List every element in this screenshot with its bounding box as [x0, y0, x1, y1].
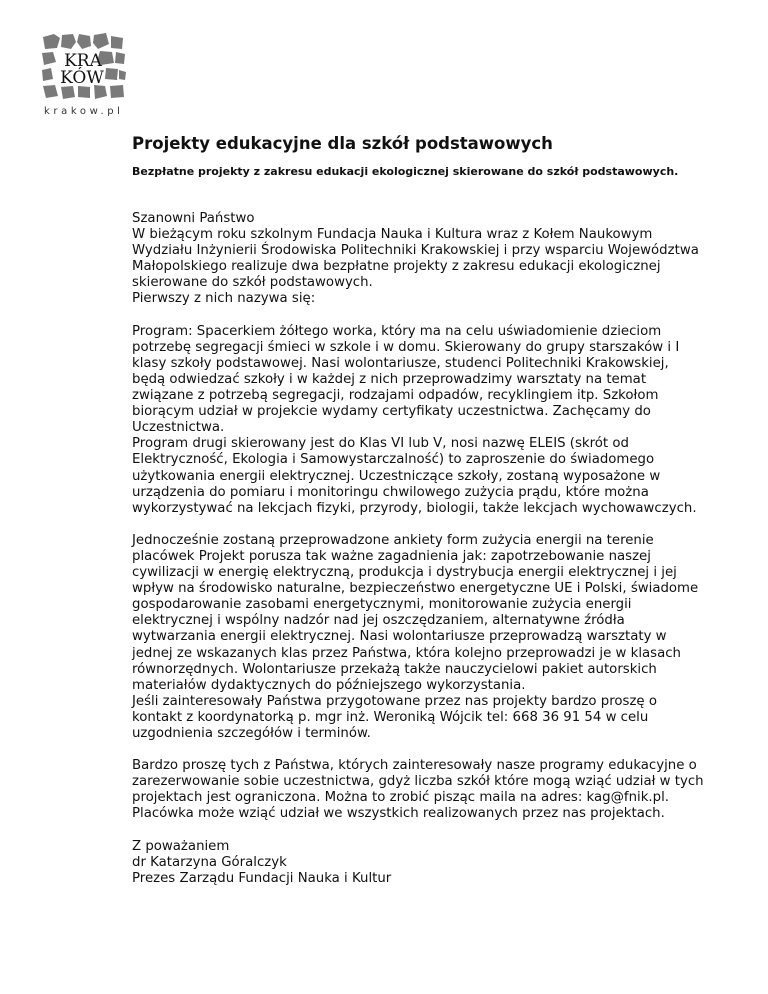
document-title: Projekty edukacyjne dla szkół podstawowych	[132, 134, 553, 153]
text-line: związane z potrzebą segregacji, rodzajami odpadów, recyklingiem itp. Szkołom	[132, 388, 659, 404]
text-line: Program: Spacerkiem żółtego worka, który ma na celu uświadomienie dzieciom	[132, 323, 662, 339]
paragraph-spacer	[132, 742, 747, 758]
text-line: kontakt z koordynatorką p. mgr inż. Weroniką Wójcik tel: 668 36 91 54 w celu	[132, 709, 649, 725]
paragraph-spacer	[132, 517, 747, 533]
text-line: biorącym udział w projekcie wydamy certyfikaty uczestnictwa. Zachęcamy do	[132, 404, 651, 420]
text-line: gospodarowanie zasobami energetycznymi, monitorowanie zużycia energii	[132, 597, 632, 613]
text-line: skierowane do szkół podstawowych.	[132, 275, 373, 291]
paragraph-spacer	[132, 823, 747, 839]
text-line: uzgodnienia szczegółów i terminów.	[132, 726, 371, 741]
krakow-logo-mark	[40, 30, 126, 108]
text-line: klasy szkoły podstawowej. Nasi wolontariusze, studenci Politechniki Krakowskiej,	[132, 355, 669, 371]
text-line: Jeśli zainteresowały Państwa przygotowane przez nas projekty bardzo proszę o	[132, 693, 657, 709]
paragraph-4	[132, 758, 747, 822]
text-line: Uczestnictwa.	[132, 420, 225, 436]
text-line: równorzędnych. Wolontariusze przekażą także nauczycielowi pakiet autorskich	[132, 661, 657, 677]
text-line: wpływ na środowisko naturalne, bezpieczeństwo energetyczne UE i Polski, świadome	[132, 581, 699, 597]
logo-text-line2: KÓW	[60, 68, 104, 88]
text-line: projektach jest ograniczona. Można to zrobić pisząc maila na adres: kag@fnik.pl.	[132, 790, 670, 806]
text-line: Z poważaniem	[132, 838, 230, 854]
text-line: wytwarzania energii elektrycznej. Nasi wolontariusze przeprowadzą warsztaty w	[132, 629, 667, 645]
text-line: elektrycznej i wspólny nadzór nad jej oszczędzaniem, alternatywne źródła	[132, 613, 625, 629]
text-line: Placówka może wziąć udział we wszystkich realizowanych przez nas projektach.	[132, 806, 665, 822]
text-line: Elektryczność, Ekologia i Samowystarczalność) to zaproszenie do świadomego	[132, 452, 655, 468]
document-subtitle: Bezpłatne projekty z zakresu edukacji ekologicznej skierowane do szkół podstawowych.	[132, 165, 679, 178]
paragraph-2	[132, 324, 747, 517]
logo-caption: krakow.pl	[44, 106, 124, 117]
text-line: zarezerwowanie sobie uczestnictwa, gdyż liczba szkół które mogą wziąć udział w tych	[132, 774, 704, 790]
text-line: Bardzo proszę tych z Państwa, których zainteresowały nasze programy edukacyjne o	[132, 758, 697, 774]
text-line: materiałów dydaktycznych do późniejszego wykorzystania.	[132, 677, 526, 693]
paragraph-5	[132, 839, 747, 887]
text-line: cywilizacji w energię elektryczną, produkcja i dystrybucja energii elektrycznej i jej	[132, 565, 677, 581]
text-line: Szanowni Państwo	[132, 211, 255, 226]
text-line: W bieżącym roku szkolnym Fundacja Nauka i Kultura wraz z Kołem Naukowym	[132, 227, 653, 243]
paragraph-3	[132, 533, 747, 742]
text-line: wykorzystywać na lekcjach fizyki, przyrody, biologii, także lekcjach wychowawczych.	[132, 500, 697, 516]
text-line: Małopolskiego realizuje dwa bezpłatne projekty z zakresu edukacji ekologicznej	[132, 259, 661, 275]
text-line: jednej ze wskazanych klas przez Państwa, która kolejno przeprowadzi je w klasach	[132, 645, 681, 661]
text-line: dr Katarzyna Góralczyk	[132, 854, 287, 870]
text-line: Jednocześnie zostaną przeprowadzone ankiety form zużycia energii na terenie	[132, 532, 654, 548]
text-line: Prezes Zarządu Fundacji Nauka i Kultur	[132, 870, 392, 886]
paragraph-1	[132, 211, 747, 308]
text-line: będą odwiedzać szkoły i w każdej z nich przeprowadzimy warsztaty na temat	[132, 371, 647, 387]
letter-body	[132, 211, 747, 887]
text-line: potrzebę segregacji śmieci w szkole i w domu. Skierowany do grupy starszaków i I	[132, 339, 680, 355]
text-line: Wydziału Inżynierii Środowiska Politechniki Krakowskiej i przy wsparciu Województwa	[132, 243, 699, 259]
text-line: urządzenia do pomiaru i monitoringu chwilowego zużycia prądu, które można	[132, 484, 649, 500]
text-line: Pierwszy z nich nazywa się:	[132, 291, 316, 307]
text-line: Program drugi skierowany jest do Klas VI lub V, nosi nazwę ELEIS (skrót od	[132, 436, 629, 452]
paragraph-spacer	[132, 308, 747, 324]
text-line: użytkowania energii elektrycznej. Uczestniczące szkoły, zostaną wyposażone w	[132, 468, 661, 484]
logo-text-line1: KRA	[64, 51, 102, 71]
text-line: placówek Projekt porusza tak ważne zagadnienia jak: zapotrzebowanie naszej	[132, 548, 651, 564]
